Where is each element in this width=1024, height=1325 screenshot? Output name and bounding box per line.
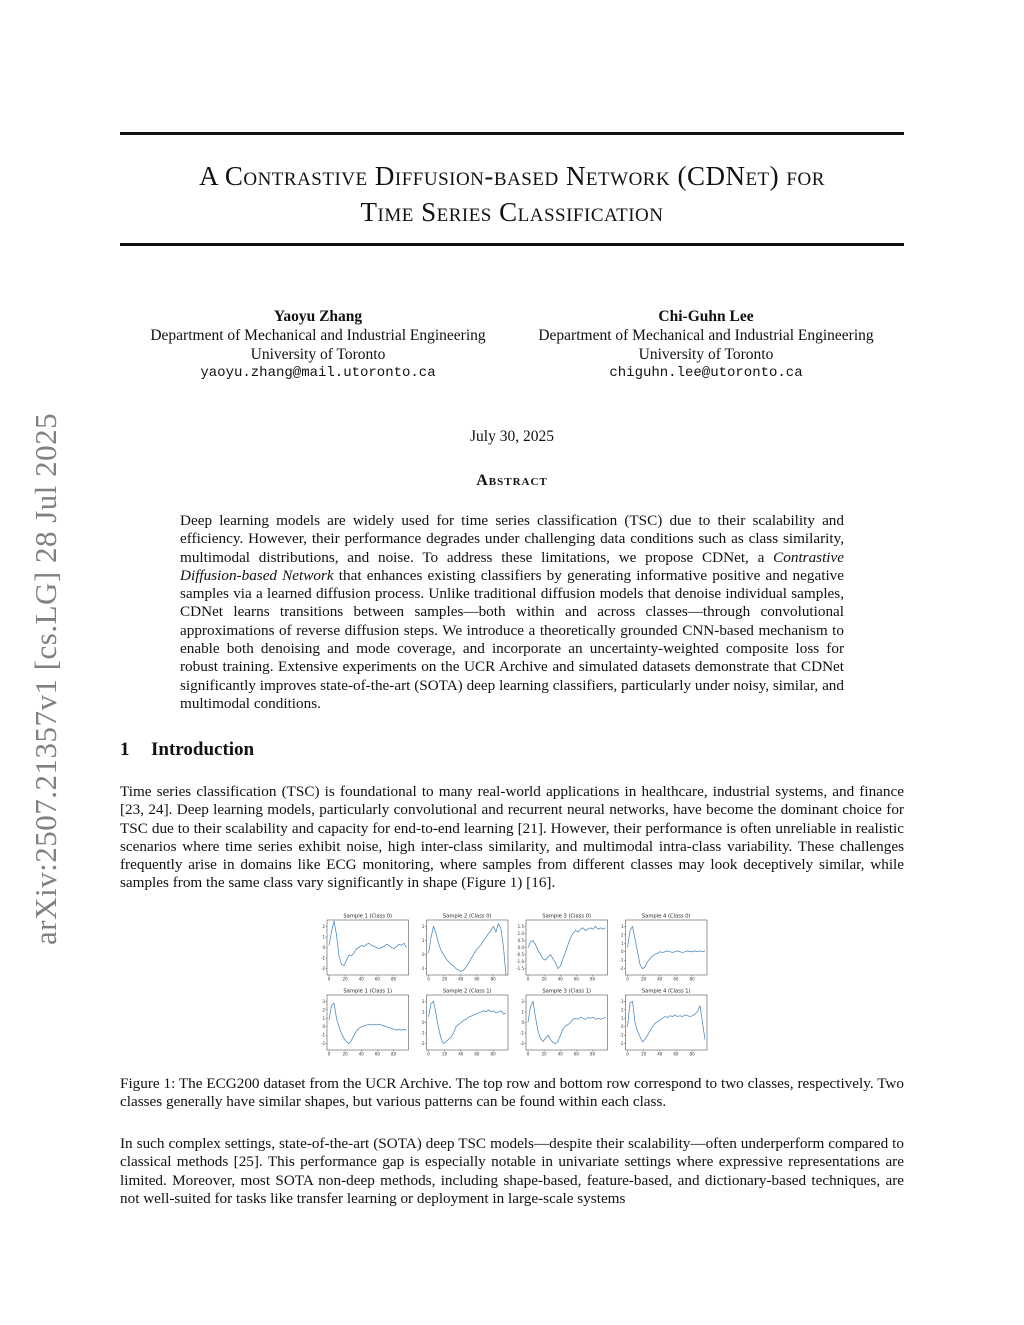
y-tick-label: 2 [322,1007,325,1013]
y-tick-label: 3 [620,923,624,929]
x-tick-label: 20 [641,976,647,982]
x-tick-label: 80 [590,976,596,982]
x-tick-label: 40 [458,1051,464,1057]
section-number: 1 [120,739,130,760]
y-tick-label: 0 [620,949,624,955]
x-tick-label: 0 [427,976,430,982]
y-tick-label: 2 [521,998,524,1004]
section-heading [120,739,254,761]
author-university: University of Toronto [638,346,774,363]
sample-panel [620,989,708,1057]
x-tick-label: 20 [541,976,547,982]
panel-frame [427,920,509,975]
ecg-sample-grid [313,910,711,1060]
ecg-series-line [628,926,706,968]
y-tick-label: 3 [322,998,325,1004]
sample-panel [620,914,708,982]
x-tick-label: 40 [358,1051,364,1057]
y-tick-label: 2 [421,923,425,929]
y-tick-label: 1 [620,1015,624,1021]
x-tick-label: 40 [557,976,563,982]
sample-panel [421,914,509,982]
y-tick-label: -1 [520,1030,524,1036]
panel-frame [427,995,509,1050]
ecg-series-line [329,1003,407,1044]
x-tick-label: 80 [391,976,397,982]
x-tick-label: 40 [557,1051,563,1057]
x-tick-label: 20 [541,1051,547,1057]
x-tick-label: 40 [458,976,464,982]
figure-caption: Figure 1: The ECG200 dataset from the UCR Archive. The top row and bottom row correspond to two classes, respectively. Two classes generally have similar shapes, but various patterns can be found within each class. [120,1075,904,1111]
x-tick-label: 80 [689,976,695,982]
y-tick-label: 1.5 [517,923,524,929]
x-tick-label: 0 [626,976,629,982]
panel-frame [526,995,608,1050]
x-tick-label: 80 [391,1051,397,1057]
x-tick-label: 60 [673,1051,679,1057]
x-tick-label: 60 [673,976,679,982]
y-tick-label: -0.5 [516,952,524,958]
author-department: Department of Mechanical and Industrial Engineering [150,327,486,344]
panel-title: Sample 2 (Class 0) [442,913,492,920]
panel-title: Sample 1 (Class 0) [343,913,393,920]
sample-panel [321,989,409,1057]
abstract-heading: Abstract [476,472,548,489]
x-tick-label: 0 [327,976,331,982]
arxiv-identifier: arXiv:2507.21357v1 [cs.LG] 28 Jul 2025 [28,412,63,945]
y-tick-label: -1 [619,1032,624,1038]
y-tick-label: 2 [322,923,325,929]
title-line-1: A Contrastive Diffusion-based Network (CDNet) for [199,161,825,191]
author-department: Department of Mechanical and Industrial Engineering [538,327,874,344]
sample-panel [516,914,607,982]
panel-title: Sample 4 (Class 0) [641,913,691,920]
author-block-2 [522,307,890,383]
x-tick-label: 0 [427,1051,430,1057]
y-tick-label: 0.5 [517,937,524,943]
x-tick-label: 80 [490,976,496,982]
y-tick-label: -2 [619,1041,624,1047]
panel-title: Sample 2 (Class 1) [442,988,492,995]
x-tick-label: 40 [657,976,663,982]
x-tick-label: 40 [657,1051,663,1057]
x-tick-label: 60 [573,976,579,982]
y-tick-label: 1 [322,1015,325,1021]
ecg-series-line [429,1001,507,1043]
y-tick-label: 1 [521,1009,524,1015]
x-tick-label: 0 [526,1051,530,1057]
x-tick-label: 20 [342,1051,348,1057]
y-tick-label: 1 [421,1009,425,1015]
x-tick-label: 80 [689,1051,695,1057]
x-tick-label: 0 [626,1051,629,1057]
x-tick-label: 20 [442,976,448,982]
y-tick-label: 1.0 [517,930,524,936]
panel-title: Sample 4 (Class 1) [641,988,691,995]
y-tick-label: -2 [619,966,624,972]
y-tick-label: 2 [620,932,624,938]
y-tick-label: 0 [620,1024,624,1030]
abstract-emphasis: Contrastive Diffusion-based Network [180,548,844,584]
title-rule-top [120,132,904,135]
panel-frame [626,920,708,975]
y-tick-label: -1.0 [516,959,524,965]
y-tick-label: 1 [322,934,325,940]
y-tick-label: 2 [421,998,425,1004]
y-tick-label: -1 [321,955,325,961]
y-tick-label: -1 [420,1030,425,1036]
x-tick-label: 80 [590,1051,596,1057]
x-tick-label: 20 [442,1051,448,1057]
panel-frame [327,995,409,1050]
x-tick-label: 20 [342,976,348,982]
y-tick-label: 0 [421,1020,425,1025]
paper-title [120,158,904,230]
y-tick-label: -2 [321,1041,325,1047]
x-tick-label: 0 [526,976,530,982]
ecg-series-line [528,1001,606,1043]
panel-title: Sample 3 (Class 1) [542,988,592,995]
panel-frame [327,920,409,975]
panel-frame [626,995,708,1050]
publication-date: July 30, 2025 [470,428,554,445]
y-tick-label: -1 [420,966,425,972]
body-paragraph: Time series classification (TSC) is foundational to many real-world applications in healthcare, industrial systems, and finance [23, 24]. Deep learning models, particularly convolutional and recurrent neural networks, have become the dominant choice for TSC due to their scalability and capacity for end-to-end learning [21]. However, their performance is often unreliable in realistic scenarios where time series exhibit noise, high inter-class similarity, and multimodal intra-class variability. These challenges frequently arise in domains like ECG monitoring, where samples from different classes may look deceptively similar, while samples from the same class vary significantly in shape (Figure 1) [16]. [120,783,904,892]
author-email[interactable]: chiguhn.lee@utoronto.ca [609,365,803,381]
y-tick-label: 0 [521,1020,524,1025]
x-tick-label: 20 [641,1051,647,1057]
y-tick-label: 0 [421,952,425,958]
body-paragraph: In such complex settings, state-of-the-art (SOTA) deep TSC models—despite their scalability—often underperform compared to classical methods [25]. This performance gap is especially notable in univariate settings where expressive representations are limited. Moreover, most SOTA non-deep methods, including shape-based, feature-based, and dictionary-based techniques, are not well-suited for tasks like transfer learning or deployment in large-scale systems [120,1135,904,1207]
sample-panel [520,989,608,1057]
x-tick-label: 80 [490,1051,496,1057]
y-tick-label: -1.5 [516,966,524,972]
y-tick-label: -1 [321,1032,325,1038]
y-tick-label: -2 [420,1041,425,1047]
ecg-series-line [628,1001,706,1042]
x-tick-label: 40 [358,976,364,982]
x-tick-label: 60 [374,976,380,982]
y-tick-label: -1 [619,957,624,963]
y-tick-label: 0 [322,945,325,950]
author-email[interactable]: yaoyu.zhang@mail.utoronto.ca [200,365,436,381]
sample-panel [321,914,409,982]
ecg-series-line [528,926,606,968]
sample-panel [421,989,509,1057]
y-tick-label: 0.0 [517,945,524,950]
panel-title: Sample 3 (Class 0) [542,913,592,920]
x-tick-label: 0 [327,1051,331,1057]
x-tick-label: 60 [474,1051,480,1057]
author-name: Yaoyu Zhang [273,308,363,325]
figure-1 [313,910,711,1060]
ecg-series-line [329,921,407,965]
y-tick-label: -2 [321,966,325,972]
ecg-series-line [429,924,507,976]
author-university: University of Toronto [250,346,386,363]
abstract-text: Deep learning models are widely used for time series classification (TSC) due to their scalability and efficiency. However, their performance degrades under challenging data conditions such as class similarity, multimodal distributions, and noise. To address these limitations, we propose CDNet, a Contrastive Diffusion-based Network that enhances existing classifiers by generating informative positive and negative samples via a learned diffusion process. Unlike traditional diffusion models that denoise individual samples, CDNet learns transitions between samples—both within and across classes—through convolutional approximations of reverse diffusion steps. We introduce a theoretically grounded CNN-based mechanism to enable both denoising and mode coverage, and incorporate an uncertainty-weighted composite loss for robust training. Extensive experiments on the UCR Archive and simulated datasets demonstrate that CDNet significantly improves state-of-the-art (SOTA) deep learning classifiers, particularly under noisy, similar, and multimodal conditions. [180,512,845,712]
y-tick-label: 2 [620,1007,624,1013]
author-block-1 [135,307,501,383]
y-tick-label: -2 [520,1041,524,1047]
author-name: Chi-Guhn Lee [658,308,754,325]
y-tick-label: 1 [620,940,624,946]
title-line-2: Time Series Classification [360,197,664,227]
x-tick-label: 60 [474,976,480,982]
x-tick-label: 60 [374,1051,380,1057]
y-tick-label: 1 [421,937,425,943]
title-rule-bottom [120,243,904,246]
y-tick-label: 0 [322,1024,325,1030]
section-title: Introduction [151,739,255,760]
y-tick-label: 3 [620,998,624,1004]
panel-title: Sample 1 (Class 1) [343,988,393,995]
x-tick-label: 60 [573,1051,579,1057]
